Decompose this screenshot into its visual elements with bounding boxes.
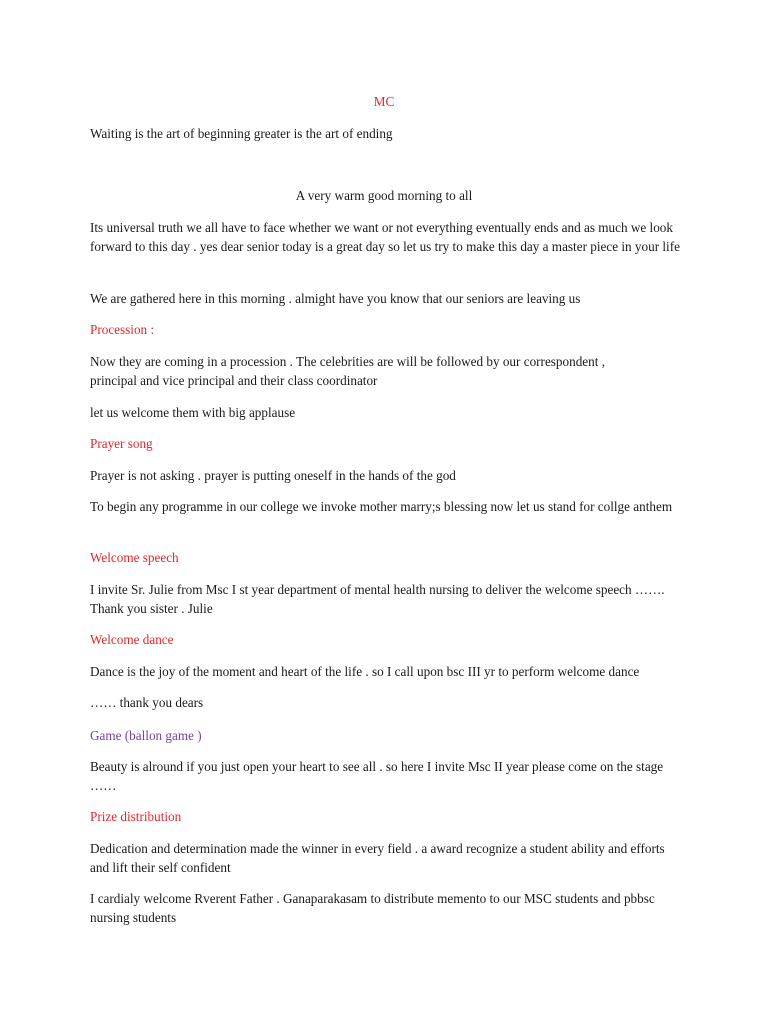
section-heading-prize-distribution: Prize distribution <box>90 809 182 824</box>
section-heading-welcome-dance: Welcome dance <box>90 632 174 647</box>
document-title: MC <box>373 94 395 109</box>
section-heading-prayer: Prayer song <box>90 436 153 451</box>
prize-paragraph-2: I cardialy welcome Rverent Father . Ganaparakasam to distribute memento to our MSC students and pbbsc nursing students <box>90 891 655 925</box>
game-paragraph-1: Beauty is alround if you just open your heart to see all . so here I invite Msc II year please come on the stage …… <box>90 759 664 793</box>
intro-paragraph-1: Its universal truth we all have to face whether we want or not everything eventually ends and as much we look forward to this day . yes dear senior today is a great day so let us try to make this day a master piece in your life <box>90 220 680 254</box>
procession-paragraph-2: let us welcome them with big applause <box>90 405 296 420</box>
welcome-dance-paragraph-2: …… thank you dears <box>90 695 204 710</box>
procession-paragraph-1: Now they are coming in a procession . The celebrities are will be followed by our correspondent , principal and vice principal and their class coordinator <box>90 354 606 388</box>
greeting: A very warm good morning to all <box>295 188 473 203</box>
section-heading-welcome-speech: Welcome speech <box>90 550 179 565</box>
section-heading-game: Game (ballon game ) <box>90 728 202 743</box>
prayer-paragraph-1: Prayer is not asking . prayer is putting oneself in the hands of the god <box>90 468 456 483</box>
welcome-speech-paragraph-1: I invite Sr. Julie from Msc I st year department of mental health nursing to deliver the welcome speech ……. Thank you sister . Julie <box>90 582 665 616</box>
intro-paragraph-2: We are gathered here in this morning . almight have you know that our seniors are leaving us <box>90 291 581 306</box>
welcome-dance-paragraph-1: Dance is the joy of the moment and heart of the life . so I call upon bsc III yr to perform welcome dance <box>90 664 640 679</box>
section-heading-procession: Procession : <box>90 322 155 337</box>
prayer-paragraph-2: To begin any programme in our college we invoke mother marry;s blessing now let us stand for collge anthem <box>90 499 673 514</box>
prize-paragraph-1: Dedication and determination made the winner in every field . a award recognize a student ability and efforts and lift their self confident <box>90 841 665 875</box>
opening-quote: Waiting is the art of beginning greater is the art of ending <box>90 126 393 141</box>
